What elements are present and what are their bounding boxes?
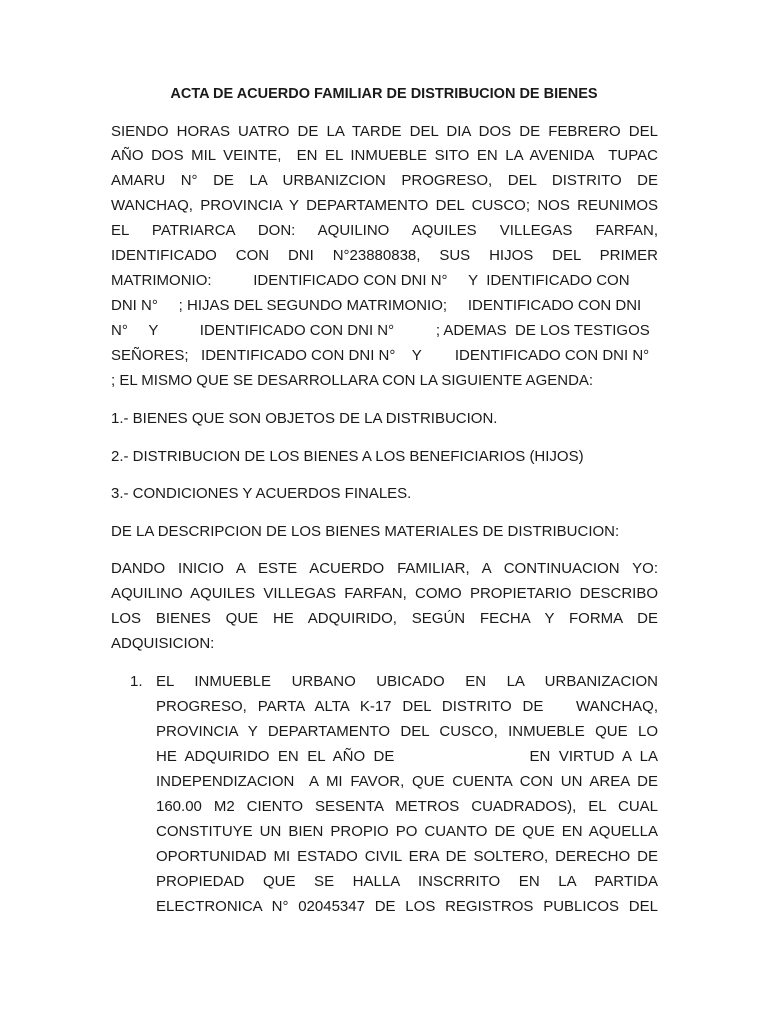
intro-line: ; EL MISMO QUE SE DESARROLLARA CON LA SIGUIENTE AGENDA: <box>111 372 594 389</box>
intro-line: WANCHAQ, PROVINCIA Y DEPARTAMENTO DEL CUSCO; NOS REUNIMOS <box>111 197 658 214</box>
list-item-line: HE ADQUIRIDO EN EL AÑO DE EN VIRTUD A LA <box>156 748 658 765</box>
list-item-line: INDEPENDIZACION A MI FAVOR, QUE CUENTA CON UN AREA DE <box>156 773 658 790</box>
list-item-line: EL INMUEBLE URBANO UBICADO EN LA URBANIZACION <box>156 673 658 690</box>
agenda-item: 1.- BIENES QUE SON OBJETOS DE LA DISTRIBUCION. <box>111 410 498 427</box>
agenda-item: 3.- CONDICIONES Y ACUERDOS FINALES. <box>111 485 412 502</box>
list-item-line: PROGRESO, PARTA ALTA K-17 DEL DISTRITO DE WANCHAQ, <box>156 698 658 715</box>
intro-line: AMARU N° DE LA URBANIZCION PROGRESO, DEL DISTRITO DE <box>111 172 658 189</box>
intro-line: N° Y IDENTIFICADO CON DNI N° ; ADEMAS DE LOS TESTIGOS <box>111 322 650 339</box>
list-item-line: PROPIEDAD QUE SE HALLA INSCRRITO EN LA PARTIDA <box>156 873 658 890</box>
intro-line: SIENDO HORAS UATRO DE LA TARDE DEL DIA DOS DE FEBRERO DEL <box>111 123 658 140</box>
intro-line: DNI N° ; HIJAS DEL SEGUNDO MATRIMONIO; IDENTIFICADO CON DNI <box>111 297 642 314</box>
opening-line: ADQUISICION: <box>111 635 215 652</box>
opening-line: LOS BIENES QUE HE ADQUIRIDO, SEGÚN FECHA Y FORMA DE <box>111 610 658 627</box>
list-item-line: PROVINCIA Y DEPARTAMENTO DEL CUSCO, INMUEBLE QUE LO <box>156 723 658 740</box>
agenda-item: 2.- DISTRIBUCION DE LOS BIENES A LOS BENEFICIARIOS (HIJOS) <box>111 448 584 465</box>
document-title: ACTA DE ACUERDO FAMILIAR DE DISTRIBUCION DE BIENES <box>170 86 598 102</box>
opening-line: AQUILINO AQUILES VILLEGAS FARFAN, COMO PROPIETARIO DESCRIBO <box>111 585 658 602</box>
list-item-number: 1. <box>130 673 143 690</box>
intro-line: AÑO DOS MIL VEINTE, EN EL INMUEBLE SITO EN LA AVENIDA TUPAC <box>111 147 658 164</box>
intro-line: EL PATRIARCA DON: AQUILINO AQUILES VILLEGAS FARFAN, <box>111 222 658 239</box>
list-item-line: 160.00 M2 CIENTO SESENTA METROS CUADRADOS), EL CUAL <box>156 798 658 815</box>
intro-line: SEÑORES; IDENTIFICADO CON DNI N° Y IDENTIFICADO CON DNI N° <box>111 347 650 364</box>
opening-line: DANDO INICIO A ESTE ACUERDO FAMILIAR, A CONTINUACION YO: <box>111 560 658 577</box>
section-heading: DE LA DESCRIPCION DE LOS BIENES MATERIALES DE DISTRIBUCION: <box>111 523 620 540</box>
list-item-line: CONSTITUYE UN BIEN PROPIO PO CUANTO DE QUE EN AQUELLA <box>156 823 658 840</box>
list-item-line: ELECTRONICA N° 02045347 DE LOS REGISTROS PUBLICOS DEL <box>156 898 658 915</box>
intro-line: MATRIMONIO: IDENTIFICADO CON DNI N° Y IDENTIFICADO CON <box>111 272 630 289</box>
list-item-line: OPORTUNIDAD MI ESTADO CIVIL ERA DE SOLTERO, DERECHO DE <box>156 848 658 865</box>
intro-line: IDENTIFICADO CON DNI N°23880838, SUS HIJOS DEL PRIMER <box>111 247 658 264</box>
